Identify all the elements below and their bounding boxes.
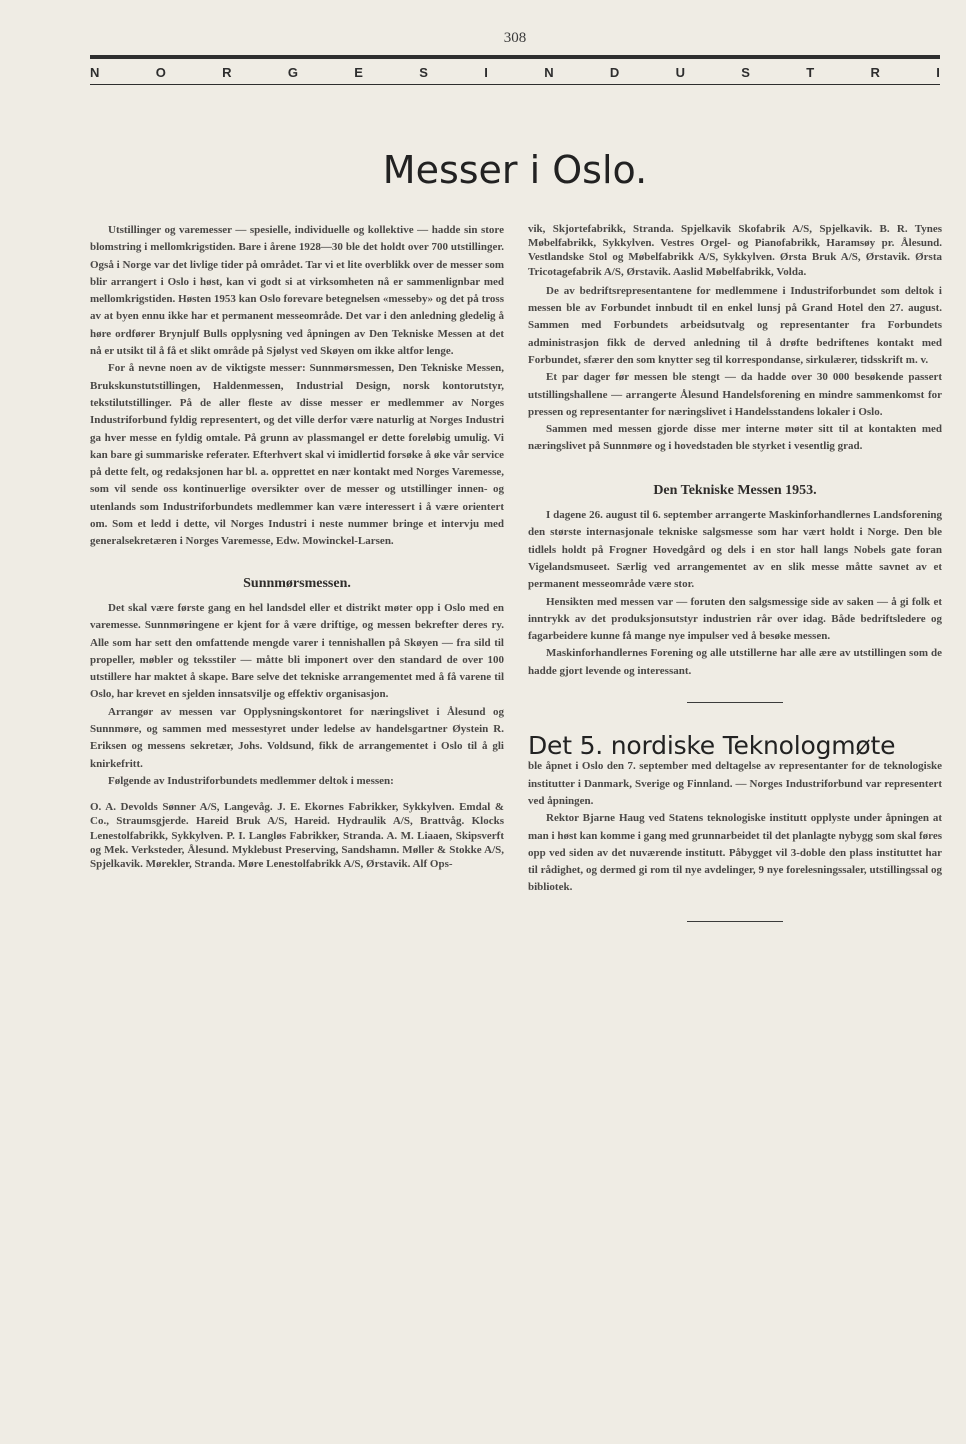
masthead-letter: I (484, 64, 488, 80)
masthead-letter: U (675, 64, 685, 80)
member-list: O. A. Devolds Sønner A/S, Langevåg. J. E. Ekornes Fabrikker, Sykkylven. Emdal & Co., Straumsgjerde. Hareid Bruk A/S, Hareid. Hydraulik A/S, Brattvåg. Klocks Lenestolfabrikk, Sykkylven. P. I. Langløs Fabrikker, Stranda. A. M. Liaaen, Skipsverft og Mek. Verksteder, Ålesund. Myklebust Preserving, Sandshamn. Møller & Stokke A/S, Spjelkavik. Mørekler, Stranda. Møre Lenestolfabrikk A/S, Ørstavik. Alf Ops- (90, 801, 504, 871)
paragraph: Det skal være første gang en hel landsdel eller et distrikt møter opp i Oslo med en varemesse. Sunnmøringene er kjent for å være driftige, og messen bekrefter deres ry. Alle som har sett den omfattende mengde varer i tennishallen på Skøyen — fra sild til propeller, møbler og teksstiler — måtte bli imponert over den standard de over 100 utstillere har maktet å skape. Bare selve det tekniske arrangementet med å få varene til Oslo, har krevet en sjelden innsatsvilje og effektiv organisasjon. (90, 601, 504, 701)
masthead-letter: T (806, 64, 815, 80)
masthead-letter: S (741, 64, 750, 80)
header-rule-thin (90, 84, 940, 85)
paragraph: Følgende av Industriforbundets medlemmer deltok i messen: (108, 774, 394, 787)
masthead-letter: G (287, 64, 298, 80)
paragraph: De av bedriftsrepresentantene for medlemmene i Industriforbundet som deltok i messen ble av Forbundet innbudt til en enkel lunsj på Grand Hotel den 27. august. Sammen med Forbundets arbeidsutvalg og representanter fra Forbundets administrasjon fikk de derved anledning til å drøfte bedriftenes kontakt med Forbundet, sfærer den som knytter seg til korrespondanse, sirkulærer, tidsskrift m. v. (528, 284, 942, 366)
article-title: Messer i Oslo. (382, 148, 648, 192)
section-heading-nordiske-teknologmote: Det 5. nordiske Teknologmøte (528, 731, 896, 761)
section-heading-tekniske-messen: Den Tekniske Messen 1953. (653, 482, 817, 498)
masthead-letter: O (155, 64, 166, 80)
paragraph: Maskinforhandlernes Forening og alle utstillerne har alle ære av utstillingen som de hadde gjort levende og interessant. (528, 647, 942, 677)
paragraph: Rektor Bjarne Haug ved Statens teknologiske institutt opplyste under åpningen at man i høst kan komme i gang med grunnarbeidet til det planlagte nybygg som skal føres opp ved siden av det nuværende institutt. Påbygget vil 3-doble den plass instituttet har til rådighet, og dermed gi rom til nye avdelinger, 9 nye forelesningssaler, utstillingssal og bibliotek. (528, 812, 942, 894)
paragraph: Arrangør av messen var Opplysningskontoret for næringslivet i Ålesund og Sunnmøre, og sammen med messestyret under ledelse av handelsgartner Øystein R. Eriksen og messens sekretær, Johs. Voldsund, fikk de arrangementet i Oslo til å gli knirkefritt. (90, 705, 504, 770)
masthead-letter: N (544, 64, 554, 80)
masthead-letter: N (90, 64, 100, 80)
paragraph: Utstillinger og varemesser — spesielle, individuelle og kollektive — hadde sin store blomstring i mellomkrigstiden. Bare i årene 1928—30 ble det holdt over 700 utstillinger. Også i Norge var det livlige tider på området. Tar vi et lite overblikk over de messer som blir arrangert i Oslo i høst, kan vi godt si at virksomheten nå er sammenlignbar med mellomkrigstiden. Høsten 1953 kan Oslo forevare betegnelsen «messeby» og det på tross av at byen ennu ikke har et permanent messeområde. Det var i den anledning gledelig å høre ordfører Brynjulf Bulls opplysning ved åpningen av Den Tekniske Messen at det nå er utsikt til å få et slikt område på Sjølyst ved Skøyen om ikke altfor lenge. (90, 224, 504, 358)
masthead-letter: R (222, 64, 232, 80)
paragraph: Et par dager før messen ble stengt — da hadde over 30 000 besøkende passert utstillingshallene — arrangerte Ålesund Handelsforening en mindre sammenkomst for pressen og representanter for næringslivet i Handelsstandens lokaler i Oslo. (528, 371, 942, 418)
masthead-letter: S (419, 64, 428, 80)
page-number: 308 (503, 30, 527, 46)
section-heading-sunnmorsmessen: Sunnmørsmessen. (243, 575, 351, 591)
paragraph: I dagene 26. august til 6. september arrangerte Maskinforhandlernes Landsforening den største internasjonale tekniske salgsmesse som har vært holdt i Norge. Den ble tidlels holdt på Frogner Hovedgård og dels i en stor hall langs Nobels gate foran Vigelandsmuseet. Særlig ved arrangementet av en slik messe måtte savnet av et permanent messeområde være stor. (528, 509, 942, 591)
masthead-letter: D (609, 64, 620, 80)
masthead-letter: I (936, 64, 940, 80)
section-divider (687, 921, 783, 922)
masthead-letter: E (354, 64, 363, 80)
paragraph: ble åpnet i Oslo den 7. september med deltagelse av representanter for de teknologiske institutter i Danmark, Sverige og Finnland. — Norges Industriforbund var representert ved åpningen. (528, 760, 942, 807)
masthead (90, 63, 940, 81)
paragraph: For å nevne noen av de viktigste messer: Sunnmørsmessen, Den Tekniske Messen, Brukskunstutstillingen, Haldenmessen, Industrial Design, norsk kontorutstyr, tekstilutstillinger. På de aller fleste av disse messer er medlemmer av Norges Industriforbund fyldig representert, og det ville derfor være naturlig at Norges Industri ga hver messe en fyldig omtale. På grunn av plassmangel er dette foreløbig umulig. Vi kan bare gi summariske referater. Efterhvert skal vi imidlertid forsøke å øke vår service på dette felt, og redaksjonen har bl. a. opprettet en nær kontakt med Norges Varemesse, som vil sende oss kontinuerlige oversikter over de messer og utstillinger innen- og utenlands som Industriforbundets medlemmer kan være interessert i å være orientert om. Som et ledd i dette, vil Norges Industri i neste nummer bringe et intervju med generalsekretæren i Norges Varemesse, Edw. Mowinckel-Larsen. (90, 362, 504, 548)
header-rule-thick (90, 55, 940, 59)
right-column (528, 222, 942, 922)
paragraph: Sammen med messen gjorde disse mer interne møter sitt til at kontakten med næringslivet på Sunnmøre og i hovedstaden ble styrket i vesentlig grad. (528, 423, 942, 453)
member-list-continued: vik, Skjortefabrikk, Stranda. Spjelkavik Skofabrik A/S, Spjelkavik. B. R. Tynes Møbelfabrikk, Sykkylven. Vestres Orgel- og Pianofabrikk, Haramsøy pr. Ålesund. Vestlandske Stol og Møbelfabrikk A/S, Sykkylven. Ørsta Bruk A/S, Ørstavik. Ørsta Tricotagefabrik A/S, Ørstavik. Aaslid Møbelfabrikk, Volda. (528, 223, 942, 278)
left-column (90, 222, 504, 871)
masthead-letter: R (870, 64, 880, 80)
paragraph: Hensikten med messen var — foruten den salgsmessige side av saken — å gi folk et inntrykk av det produksjonsutstyr industrien rår over idag. Både bedriftsledere og fagarbeidere kunne få mange nye impulser ved å besøke messen. (528, 595, 942, 643)
